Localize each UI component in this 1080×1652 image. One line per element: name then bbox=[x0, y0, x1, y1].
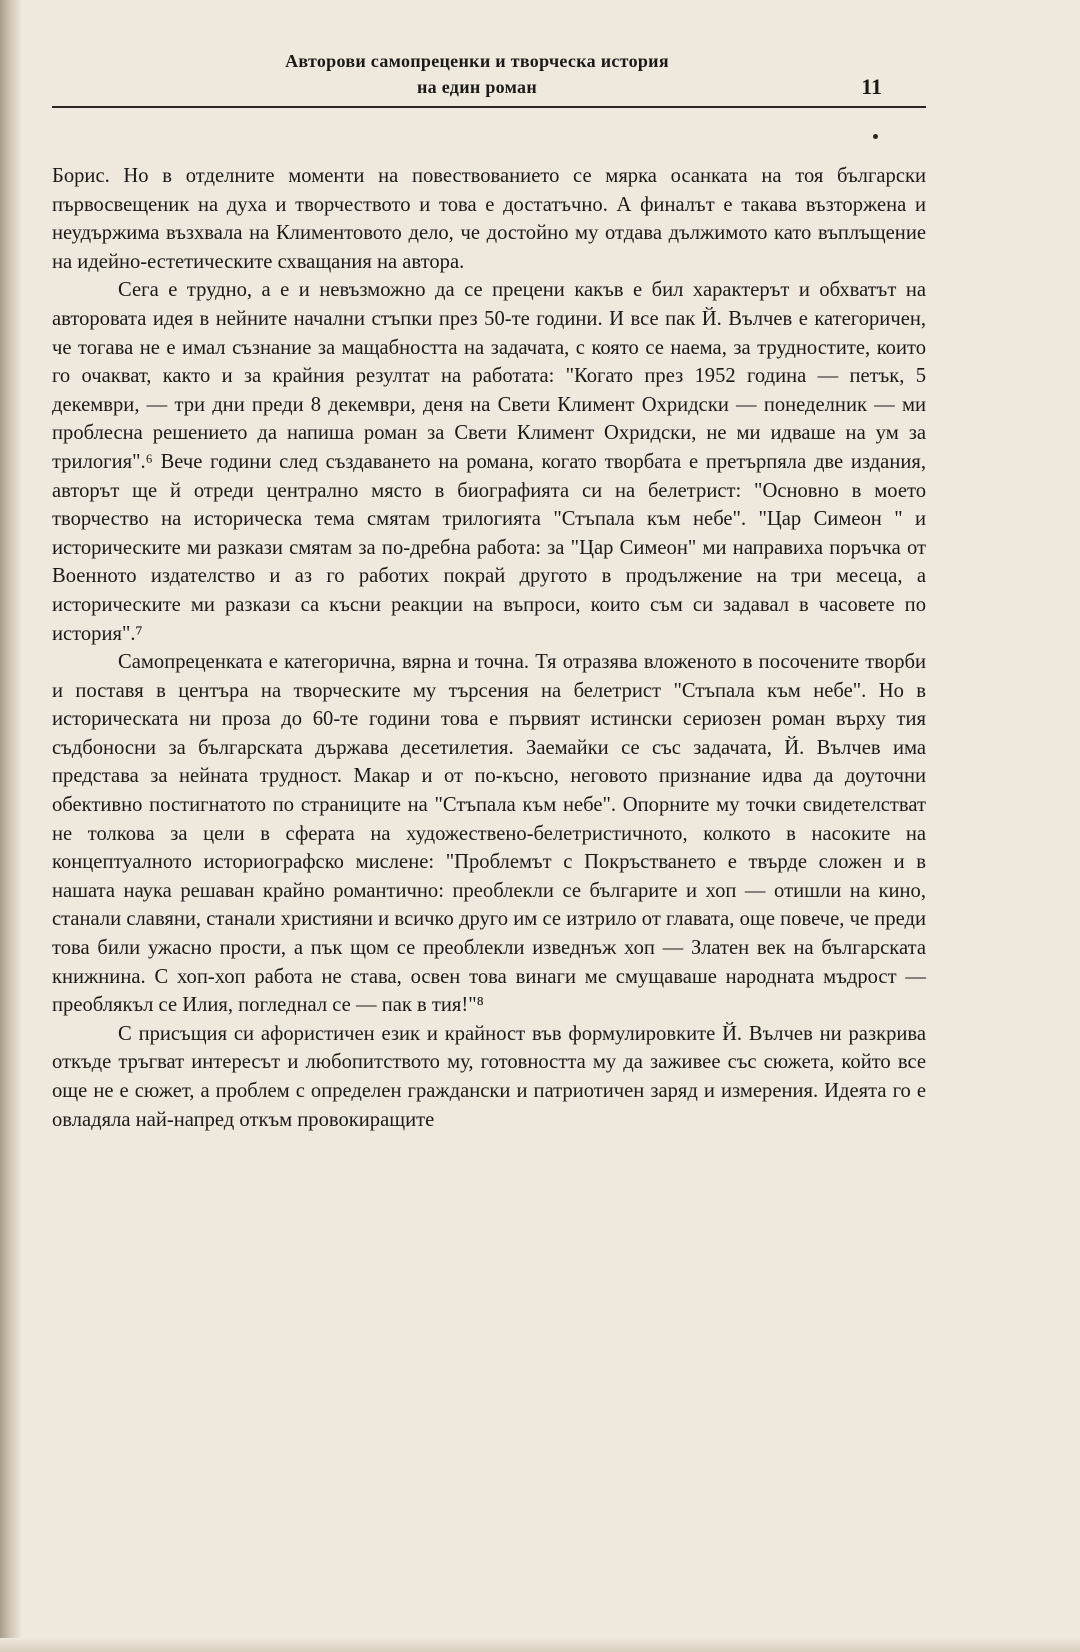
paragraph-3: Самопреценката е категорична, вярна и точна. Тя отразява вложеното в посочените творби и поставя в центъра на творческите му търсения на белетрист "Стъпала към небе". Но в историческата ни проза до 60-те години това е първият истински сериозен роман върху тия съдбоносни за българската държава десетилетия. Заемайки се със задачата, Й. Вълчев има представа за нейната трудност. Макар и от по-късно, неговото признание идва да доуточни обективно постигнатото по страниците на "Стъпала към небе". Опорните му точки свидетелстват не толкова за цели в сферата на художествено-белетристичното, колкото в насоките на концептуалното историографско мислене: "Проблемът с Покръстването е твърде сложен и в нашата наука решаван крайно романтично: преоблекли се българите и хоп — отишли на кино, станали славяни, станали християни и всичко друго им се изтрило от главата, още повече, че преди това били ужасно прости, а пък щом се преоблекли изведнъж хоп — Златен век на българската книжнина. С хоп-хоп работа не става, освен това винаги ме смущаваше народната мъдрост — преоблякъл се Илия, погледнал се — пак в тия!"⁸ bbox=[52, 651, 926, 1017]
running-head-title-line-2: на един роман bbox=[416, 77, 538, 97]
page-bottom-edge bbox=[0, 1638, 1080, 1652]
running-head-title-line-1: Авторови самопреценки и творческа история bbox=[285, 51, 669, 71]
paragraph-1: Борис. Но в отделните моменти на повествованието се мярка осанката на тоя български първосвещеник на духа и творчеството и това е достатъчно. А финалът е такава възторжена и неудържима възхвала на Климентовото дело, че достойно му отдава дължимото като въплъщение на идейно-естетическите схващания на автора. bbox=[52, 165, 926, 273]
paragraph-4: С присъщия си афористичен език и крайност във формулировките Й. Вълчев ни разкрива откъде тръгват интересът и любопитството му, готовността му да заживее със сюжета, който все още не е сюжет, а проблем с определен граждански и патриотичен заряд и измерения. Идеята го е овладяла най-напред откъм провокиращите bbox=[52, 1022, 926, 1131]
running-head bbox=[52, 44, 926, 108]
stray-ink-dot bbox=[873, 134, 878, 139]
body-text bbox=[52, 162, 926, 1134]
page-binding-shadow bbox=[0, 0, 22, 1652]
page-number: 11 bbox=[861, 74, 882, 99]
running-head-title bbox=[172, 48, 782, 100]
paragraph-2: Сега е трудно, а е и невъзможно да се прецени какъв е бил характерът и обхватът на авторовата идея в нейните начални стъпки през 50-те години. И все пак Й. Вълчев е категоричен, че тогава не е имал съзнание за мащабността на задачата, с която се наема, за трудностите, които го очакват, както и за крайния резултат на работата: "Когато през 1952 година — петък, 5 декември, — три дни преди 8 декември, деня на Свети Климент Охридски — понеделник — ми проблесна решението да напиша роман за Свети Климент Охридски, не ми идваше на ум за трилогия".⁶ Вече години след създаването на романа, когато творбата е претърпяла две издания, авторът ще й отреди централно място в биографията си на белетрист: "Основно в моето творчество на историческа тема смятам трилогията "Стъпала към небе". "Цар Симеон " и историческите ми разкази смятам за по-дребна работа: за "Цар Симеон" ми направиха поръчка от Военното издателство и аз го работих покрай другото в продължение на три месеца, а историческите ми разкази са късни реакции на въпроси, които съм си задавал в часовете по история".⁷ bbox=[52, 279, 926, 645]
